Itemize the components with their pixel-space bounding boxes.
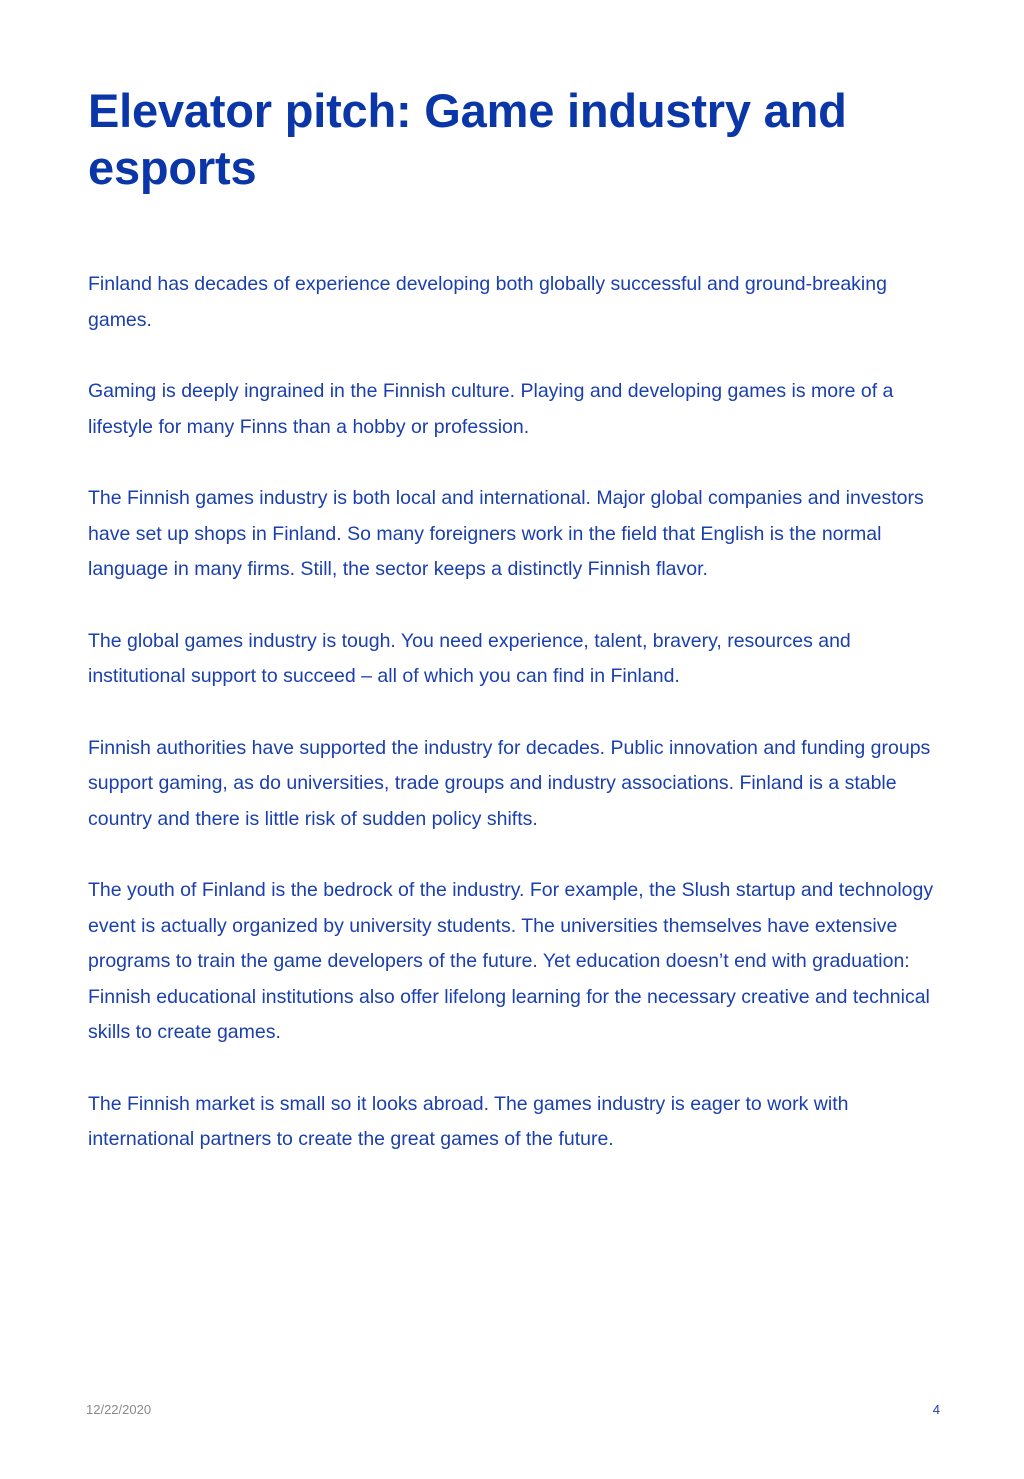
paragraph: Finland has decades of experience developing both globally successful and ground-breaking games. [88,273,887,331]
paragraph: The global games industry is tough. You need experience, talent, bravery, resources and institutional support to succeed – all of which you can find in Finland. [88,629,851,687]
paragraph: The Finnish market is small so it looks abroad. The games industry is eager to work with international partners to create the great games of the future. [88,1092,849,1150]
page-title: Elevator pitch: Game industry and esports [88,84,847,194]
page-number: 4 [932,1402,940,1417]
paragraph: The Finnish games industry is both local and international. Major global companies and investors have set up shops in Finland. So many foreigners work in the field that English is the normal language in many firms. Still, the sector keeps a distinctly Finnish flavor. [88,487,924,580]
paragraph: The youth of Finland is the bedrock of the industry. For example, the Slush startup and technology event is actually organized by university students. The universities themselves have extensive programs to train the game developers of the future. Yet education doesn’t end with graduation: Finnish educational institutions also offer lifelong learning for the necessary creative and technical skills to create games. [88,879,934,1043]
paragraph: Gaming is deeply ingrained in the Finnish culture. Playing and developing games is more of a lifestyle for many Finns than a hobby or profession. [88,380,894,438]
paragraph: Finnish authorities have supported the industry for decades. Public innovation and funding groups support gaming, as do universities, trade groups and industry associations. Finland is a stable country and there is little risk of sudden policy shifts. [88,736,931,830]
footer-date: 12/22/2020 [86,1402,152,1417]
body-text [88,267,938,1194]
